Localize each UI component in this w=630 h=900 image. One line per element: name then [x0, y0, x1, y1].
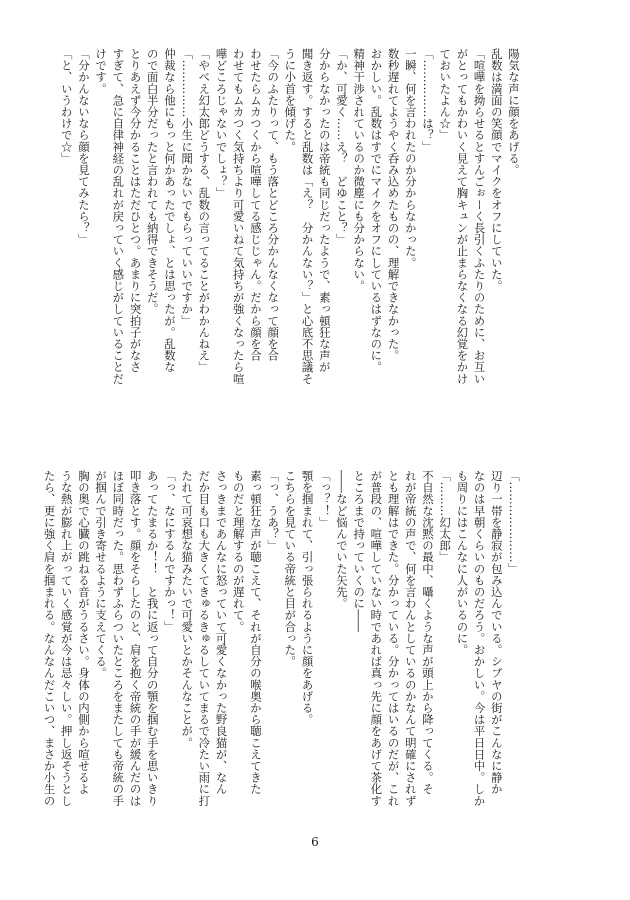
lower-text-block — [42, 470, 522, 825]
text-line: 「っ、うあ？」 — [266, 470, 281, 552]
text-line: 「喧嘩を拗らせるとすんごぉーく長引くふたりのために、お互い — [472, 48, 487, 385]
text-line: 「か、可愛く……え？ どゆこと？」 — [334, 48, 349, 246]
text-line: ものだと理解するのが遅れて。 — [231, 470, 246, 633]
text-line: たれて可哀想な猫みたいで可愛いとかそんなことが。 — [180, 470, 195, 749]
text-line: うな熱が膨れ上がっていく感覚が今は忌々しい。押し返そうとし — [59, 470, 74, 807]
text-line: 乱数は満面の笑顔でマイクをオフにしていた。 — [489, 48, 504, 292]
text-line: わせたらムカつくから喧嘩してる感じじゃん。だから顔を合 — [248, 48, 263, 362]
text-line: うに小首を傾げた。 — [283, 48, 298, 153]
text-line: 一瞬、何を言われたのか分からなかった。 — [403, 48, 418, 269]
text-line: が掴んで引き寄せるように支えてくる。 — [94, 470, 109, 679]
text-line: 「っ？！」 — [317, 470, 332, 528]
text-line: 「…………………」 — [507, 470, 521, 575]
text-line: 「今のふたりって、もう落とどころ分かんなくなって顔を合 — [266, 48, 281, 362]
text-line: 辺り一帯を静寂が包み込んでいる。シブヤの街がこんなに静か — [489, 470, 504, 795]
upper-text-block — [59, 48, 522, 426]
text-line: 胸の奥で心臓の跳ねる音がうるさい。身体の内側から喧せるよ — [76, 470, 91, 795]
text-line: なのは早朝くらいのものだろう。おかしい。今は平日日中。しか — [472, 470, 487, 807]
text-line: も周りにはこんなに人がいるのに。 — [455, 470, 470, 656]
text-line: 聞き返す。すると乱数は「え？ 分かんない？」と心底不思議そ — [300, 48, 315, 385]
text-line: 数秒遅れてようやく呑み込めたものの、理解できなかった。 — [386, 48, 401, 362]
page-number: 6 — [311, 835, 319, 849]
text-line: 「っ、なにするんですかっ！」 — [162, 470, 177, 633]
text-line: こちらを見ている帝統と目が合った。 — [283, 470, 298, 668]
text-line: ておいたよん☆」 — [438, 48, 453, 141]
text-line: 「やべえ幻太郎どうする、乱数の言ってることがわかんねえ」 — [197, 48, 212, 373]
text-line: あってたまるか！！ と我に返って自分の顎を掴む手を思いきり — [145, 470, 160, 807]
text-line: ――など悩んでいた矢先。 — [334, 470, 349, 610]
text-line: 精神干渉されているのか微塵にも分からない。 — [352, 48, 367, 292]
text-line: とりあえず今分かることはただひとつ。あまりに突拍子がなさ — [128, 48, 143, 373]
text-line: ので面白半分だったと言われても納得できそうだ。 — [145, 48, 160, 315]
text-line: 「……………小生に聞かないでもらっていいですか」 — [180, 48, 195, 327]
text-line: ほぼ同時だった。思わずふらついたところをまたしても帝統の手 — [111, 470, 126, 807]
text-line: 「と、いうわけで☆」 — [59, 48, 74, 164]
text-line: けです。 — [94, 48, 109, 95]
text-line: おかしい。乱数はすでにマイクをオフにしているはずなのに。 — [369, 48, 384, 373]
text-line: 分からなかったのは帝統も同じだったようで、素っ頓狂な声が — [317, 48, 332, 373]
text-line: 素っ頓狂な声が聴こえて、それが自分の喉奥から聴こえてきた — [248, 470, 263, 795]
text-line: ところまで持っていくのに―― — [352, 470, 367, 633]
text-line: 顎を掴まれて、引っ張られるように顔をあげる。 — [300, 470, 315, 726]
text-line: れが帝統の声で、何を言わんとしているのかなんて明確にされず — [403, 470, 418, 807]
text-line: が普段の、喧嘩していない時であれば真っ先に顔をあげて茶化す — [369, 470, 384, 807]
text-line: がとってもかわいく見えて胸キュンが止まらなくなる幻覚をかけ — [455, 48, 470, 385]
text-line: 「………幻太郎」 — [438, 470, 453, 563]
text-line: 仲裁なら他にもっと何かあったでしょ、とは思ったが。乱数な — [162, 48, 177, 373]
text-line: 陽気な声に顔をあげる。 — [507, 48, 521, 176]
text-line: すぎて、急に自律神経の乱れが戻っていく感じがしていることだ — [111, 48, 126, 385]
text-line: わせてもムカつく気持ちより可愛いねて気持ちが強くなったら喧 — [231, 48, 246, 385]
text-line: 不自然な沈黙の最中、囁くような声が頭上から降ってくる。そ — [420, 470, 435, 795]
text-line: 叩き落とす。顔をそらしたのと、肩を抱く帝統の手が緩んだのは — [128, 470, 143, 807]
text-line: 「……………は？」 — [420, 48, 435, 153]
text-line: 嘩どころじゃないでしょ？」 — [214, 48, 229, 199]
text-line: だか目も口も大きくてきゅるきゅるしていてまるで冷たい雨に打 — [197, 470, 212, 807]
text-line: 「分かんないなら顔を見てみたら？」 — [76, 48, 91, 246]
text-line: とも理解はできた。分かっている。分かってはいるのだが、これ — [386, 470, 401, 807]
text-line: たら、更に強く肩を掴まれる。なんなんだこいつ、まさか小生の — [42, 470, 57, 807]
text-line: さっきまであんなに怒っていて可愛くなかった野良猫が、なん — [214, 470, 229, 795]
